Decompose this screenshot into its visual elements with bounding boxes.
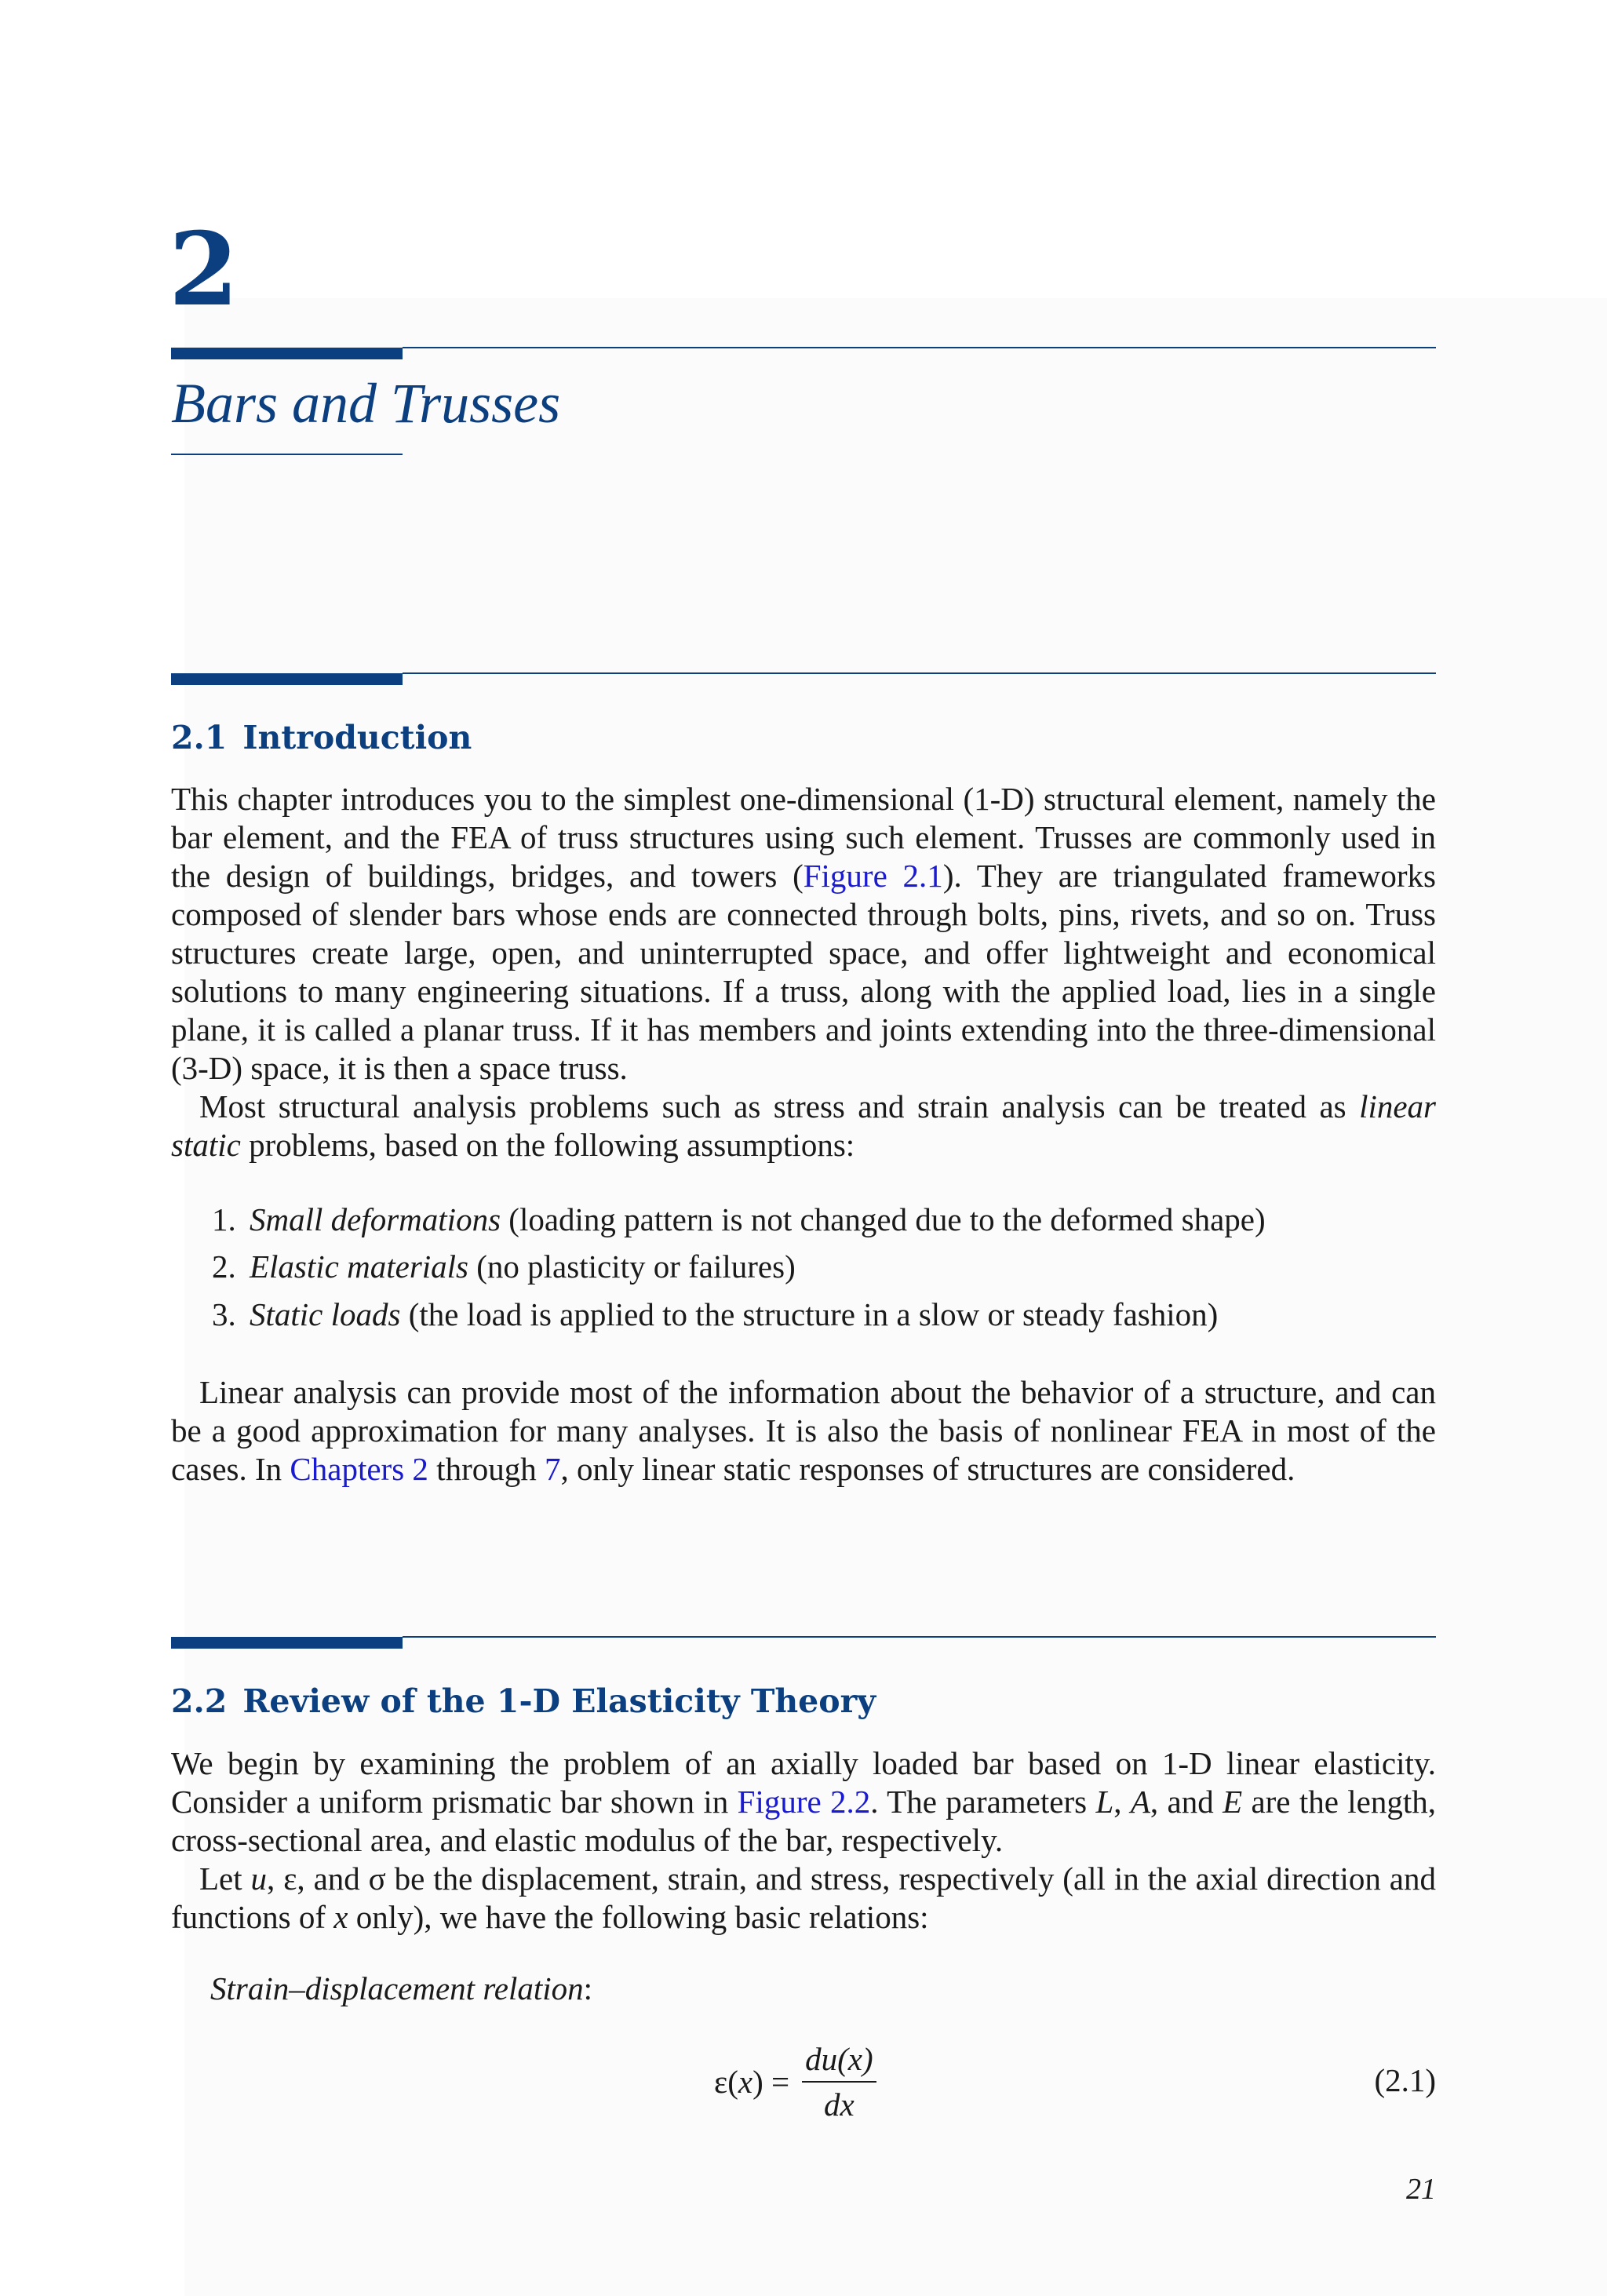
relation-label: Strain–displacement relation:	[210, 1970, 593, 2006]
chapter-rule-thick	[171, 348, 403, 359]
intro-paragraph-1: This chapter introduces you to the simplest one-dimensional (1-D) structural element, namely the bar element, and the FEA of truss structures using such element. Trusses are commonly used in the design of buildings, bridges, and towers (Figure 2.1). They are triangulated frameworks composed of slender bars whose ends are connected through bolts, pins, rivets, and so on. Truss structures create large, open, and uninterrupted space, and offer lightweight and economical solutions to many engineering situations. If a truss, along with the applied load, lies in a single plane, it is called a planar truss. If it has members and joints extending into the three-dimensional (3-D) space, it is then a space truss.	[171, 781, 1437, 1086]
section-heading-introduction	[171, 719, 472, 756]
intro-paragraph-3: Linear analysis can provide most of the information about the behavior of a structure, and can be a good approximation for many analyses. It is also the basis of nonlinear FEA in most of the cases. In Chapters 2 through 7, only linear static responses of structures are considered.	[171, 1374, 1436, 1487]
section-rule-thin	[403, 1636, 1436, 1638]
chapter-title-underline	[171, 454, 403, 455]
chapter-rule-thin	[403, 347, 1436, 348]
fraction: $\frac{du(x)}{dx}$	[802, 2040, 876, 2123]
page-number: 21	[1406, 2173, 1436, 2206]
chapter-number: 2	[169, 211, 239, 329]
equation-number: (2.1)	[1374, 2062, 1436, 2098]
section-rule-thick	[171, 673, 403, 685]
section-rule-thick	[171, 1637, 403, 1649]
figure-2-2-link[interactable]: Figure 2.2	[737, 1784, 871, 1820]
section-title: Introduction	[242, 719, 472, 756]
figure-2-1-link[interactable]: Figure 2.1	[803, 858, 943, 894]
equation-2-1: ε( x ) = $\frac{du(x)}{dx}$	[714, 2040, 876, 2123]
section-rule-thin	[403, 672, 1436, 674]
chapter-title: Bars and Trusses	[171, 372, 561, 435]
chapter-2-link[interactable]: Chapters 2	[290, 1451, 428, 1487]
elasticity-paragraph-2: Let u, ε, and σ be the displacement, strain, and stress, respectively (all in the axial direction and functions of x only), we have the following basic relations:	[171, 1860, 1437, 1935]
section-heading-elasticity	[171, 1682, 876, 1720]
list-item: 2. Elastic materials (no plasticity or failures)	[212, 1248, 796, 1285]
chapter-7-link[interactable]: 7	[544, 1451, 561, 1487]
elasticity-paragraph-1: We begin by examining the problem of an axially loaded bar based on 1-D linear elasticity. Consider a uniform prismatic bar shown in Figure 2.2. The parameters L, A, and E are the length, cross-sectional area, and elastic modulus of the bar, respectively.	[171, 1745, 1437, 1858]
section-number: 2.2	[171, 1682, 228, 1720]
list-item: 3. Static loads (the load is applied to the structure in a slow or steady fashion)	[212, 1296, 1219, 1332]
intro-paragraph-2: Most structural analysis problems such as stress and strain analysis can be treated as linear static problems, based on the following assumptions:	[171, 1088, 1436, 1163]
list-item: 1. Small deformations (loading pattern is not changed due to the deformed shape)	[212, 1201, 1266, 1237]
section-title: Review of the 1-D Elasticity Theory	[242, 1682, 876, 1720]
section-number: 2.1	[171, 719, 228, 756]
